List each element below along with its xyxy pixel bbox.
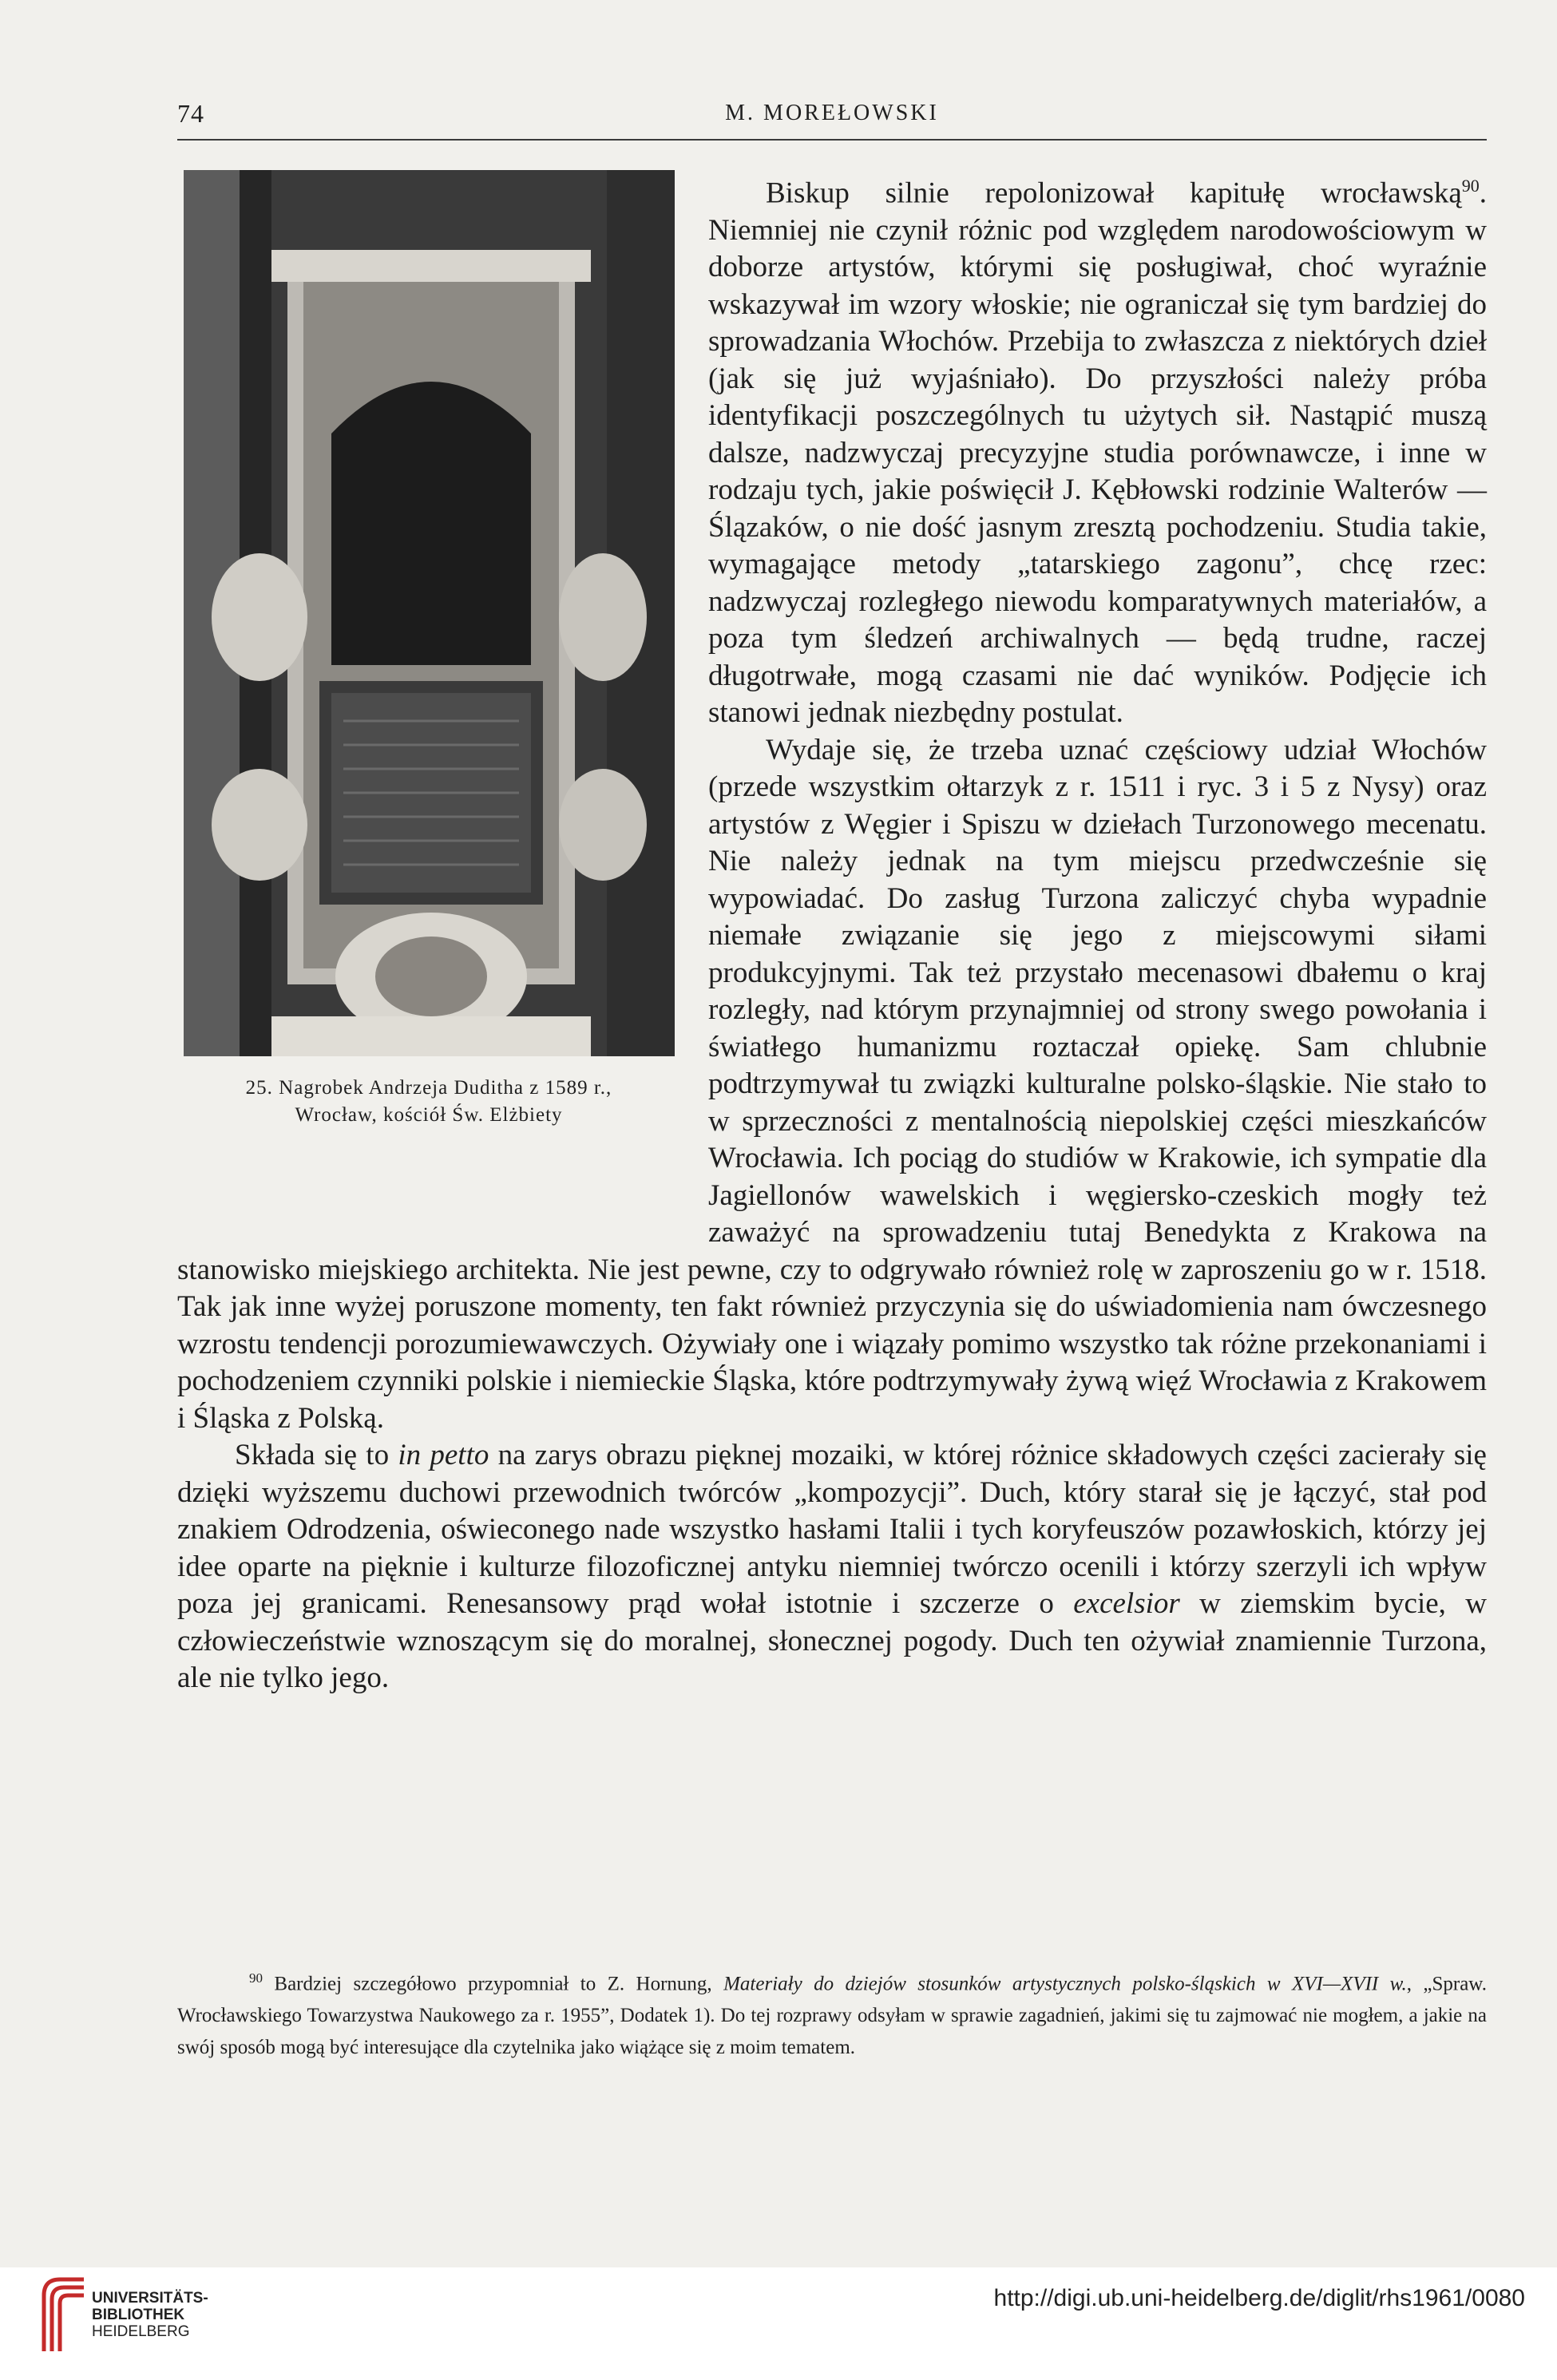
library-logo-icon[interactable]: [40, 2275, 88, 2355]
footnote-ref[interactable]: 90: [1461, 176, 1480, 196]
footnote-90: $^{90}$ Bardziej szczegółowo przypomniał to Z. Hornung, Materiały do dziejów stosunków artystycznych polsko-śląskich w XVI—XVII w., „Spraw. Wrocławskiego Towarzystwa Naukowego za r. 1955”, Dodatek 1). Do tej rozprawy odsyłam w sprawie zagadnień, jakimi się tu zajmować nie mogłem, a jakie na swój sposób mogą być interesujące dla czytelnika jako wiążące się z moim tematem.: [177, 1970, 1487, 2059]
permalink-url[interactable]: http://digi.ub.uni-heidelberg.de/diglit/rhs1961/0080: [993, 2285, 1525, 2311]
page-number: 74: [177, 99, 204, 128]
footnote-number: 90: [249, 1970, 263, 1986]
library-name: UNIVERSITÄTS- BIBLIOTHEK HEIDELBERG: [92, 2290, 208, 2340]
page-header: [177, 94, 1487, 141]
running-head: M. MOREŁOWSKI: [725, 101, 939, 125]
footer-bar: [0, 2267, 1557, 2380]
paragraph-1: Biskup silnie repolonizował kapitułę wrocławską$^{90}$. Niemniej nie czynił różnic pod względem narodowościowym w doborze artystów, którymi się posługiwał, choć wyraźnie wskazywał im wzory włoskie; nie ograniczał się tym bardziej do sprowadzania Włochów. Przebija to zwłaszcza z niektórych dzieł (jak się już wyjaśniało). Do przyszłości należy próba identyfikacji poszczególnych tu użytych sił. Nastąpić muszą dalsze, nadzwyczaj precyzyjne studia porównawcze, i inne w rodzaju tych, jakie poświęcił J. Kębłowski rodzinie Walterów — Ślązaków, o nie dość jasnym zresztą pochodzeniu. Studia takie, wymagające metody „tatarskiego zagonu”, chcę rzec: nadzwyczaj rozległego niewodu komparatywnych materiałów, a poza tym śledzeń archiwalnych — będą trudne, raczej długotrwałe, mogą czasami nie dać wyników. Podjęcie ich stanowi jednak niezbędny postulat.: [708, 176, 1487, 730]
paragraph-3: Składa się to in petto na zarys obrazu pięknej mozaiki, w której różnice składowych części zacierały się dzięki wyższemu duchowi przewodnich twórców „kompozycji”. Duch, który starał się je łączyć, stał pod znakiem Odrodzenia, oświeconego nade wszystko hasłami Italii i tych koryfeuszów pozawłoskich, którzy jej idee oparte na pięknie i kulturze filozoficznej antyku niemniej twórczo ocenili i którzy szerzyli ich wpływ poza jej granicami. Renesansowy prąd wołał istotnie i szczerze o excelsior w ziemskim bycie, w człowieczeństwie wznoszącym się do moralnej, słonecznej pogody. Duch ten ożywiał znamiennie Turzona, ale nie tylko jego.: [177, 1439, 1487, 1695]
caption-line-2: Wrocław, kościół Św. Elżbiety: [295, 1104, 563, 1126]
tomb-photograph: [184, 170, 675, 1056]
figure-caption: [177, 1075, 680, 1129]
caption-line-1: 25. Nagrobek Andrzeja Duditha z 1589 r.,: [245, 1077, 612, 1099]
paragraph-2: Wydaje się, że trzeba uznać częściowy udział Włochów (przede wszystkim ołtarzyk z r. 1511 i ryc. 3 i 5 z Nysy) oraz artystów z Węgier i Spiszu w dziełach Turzonowego mecenatu. Nie należy jednak na tym miejscu przedwcześnie się wypowiadać. Do zasług Turzona zaliczyć chyba wypadnie niemałe związanie się jego z miejscowymi siłami produkcyjnymi. Tak też przystało mecenasowi dbałemu o kraj rozległy, nad którym przynajmniej od strony swego powołania i światłego humanizmu roztaczał opiekę. Sam chlubnie podtrzymywał tu związki kulturalne polsko-śląskie. Nie stało to w sprzeczności z mentalnością niepolskiej części mieszkańców Wrocławia. Ich pociąg do studiów w Krakowie, ich sympatie dla Jagiellonów wawelskich i węgiersko-czeskich mogły też zaważyć na sprowadzeniu tutaj Benedykta z Krakowa na stanowisko miejskiego architekta. Nie jest pewne, czy to odgrywało również rolę w zaproszeniu go w r. 1518. Tak jak inne wyżej poruszone momenty, ten fakt również przyczynia się do uświadomienia nam ówczesnego wzrostu tendencji porozumiewawczych. Ożywiały one i wiązały pomimo wszystko tak różne przekonaniami i pochodzeniem czynniki polskie i niemieckie Śląska, które podtrzymywały żywą więź Wrocławia z Krakowem i Śląska z Polską.: [177, 733, 1487, 1435]
